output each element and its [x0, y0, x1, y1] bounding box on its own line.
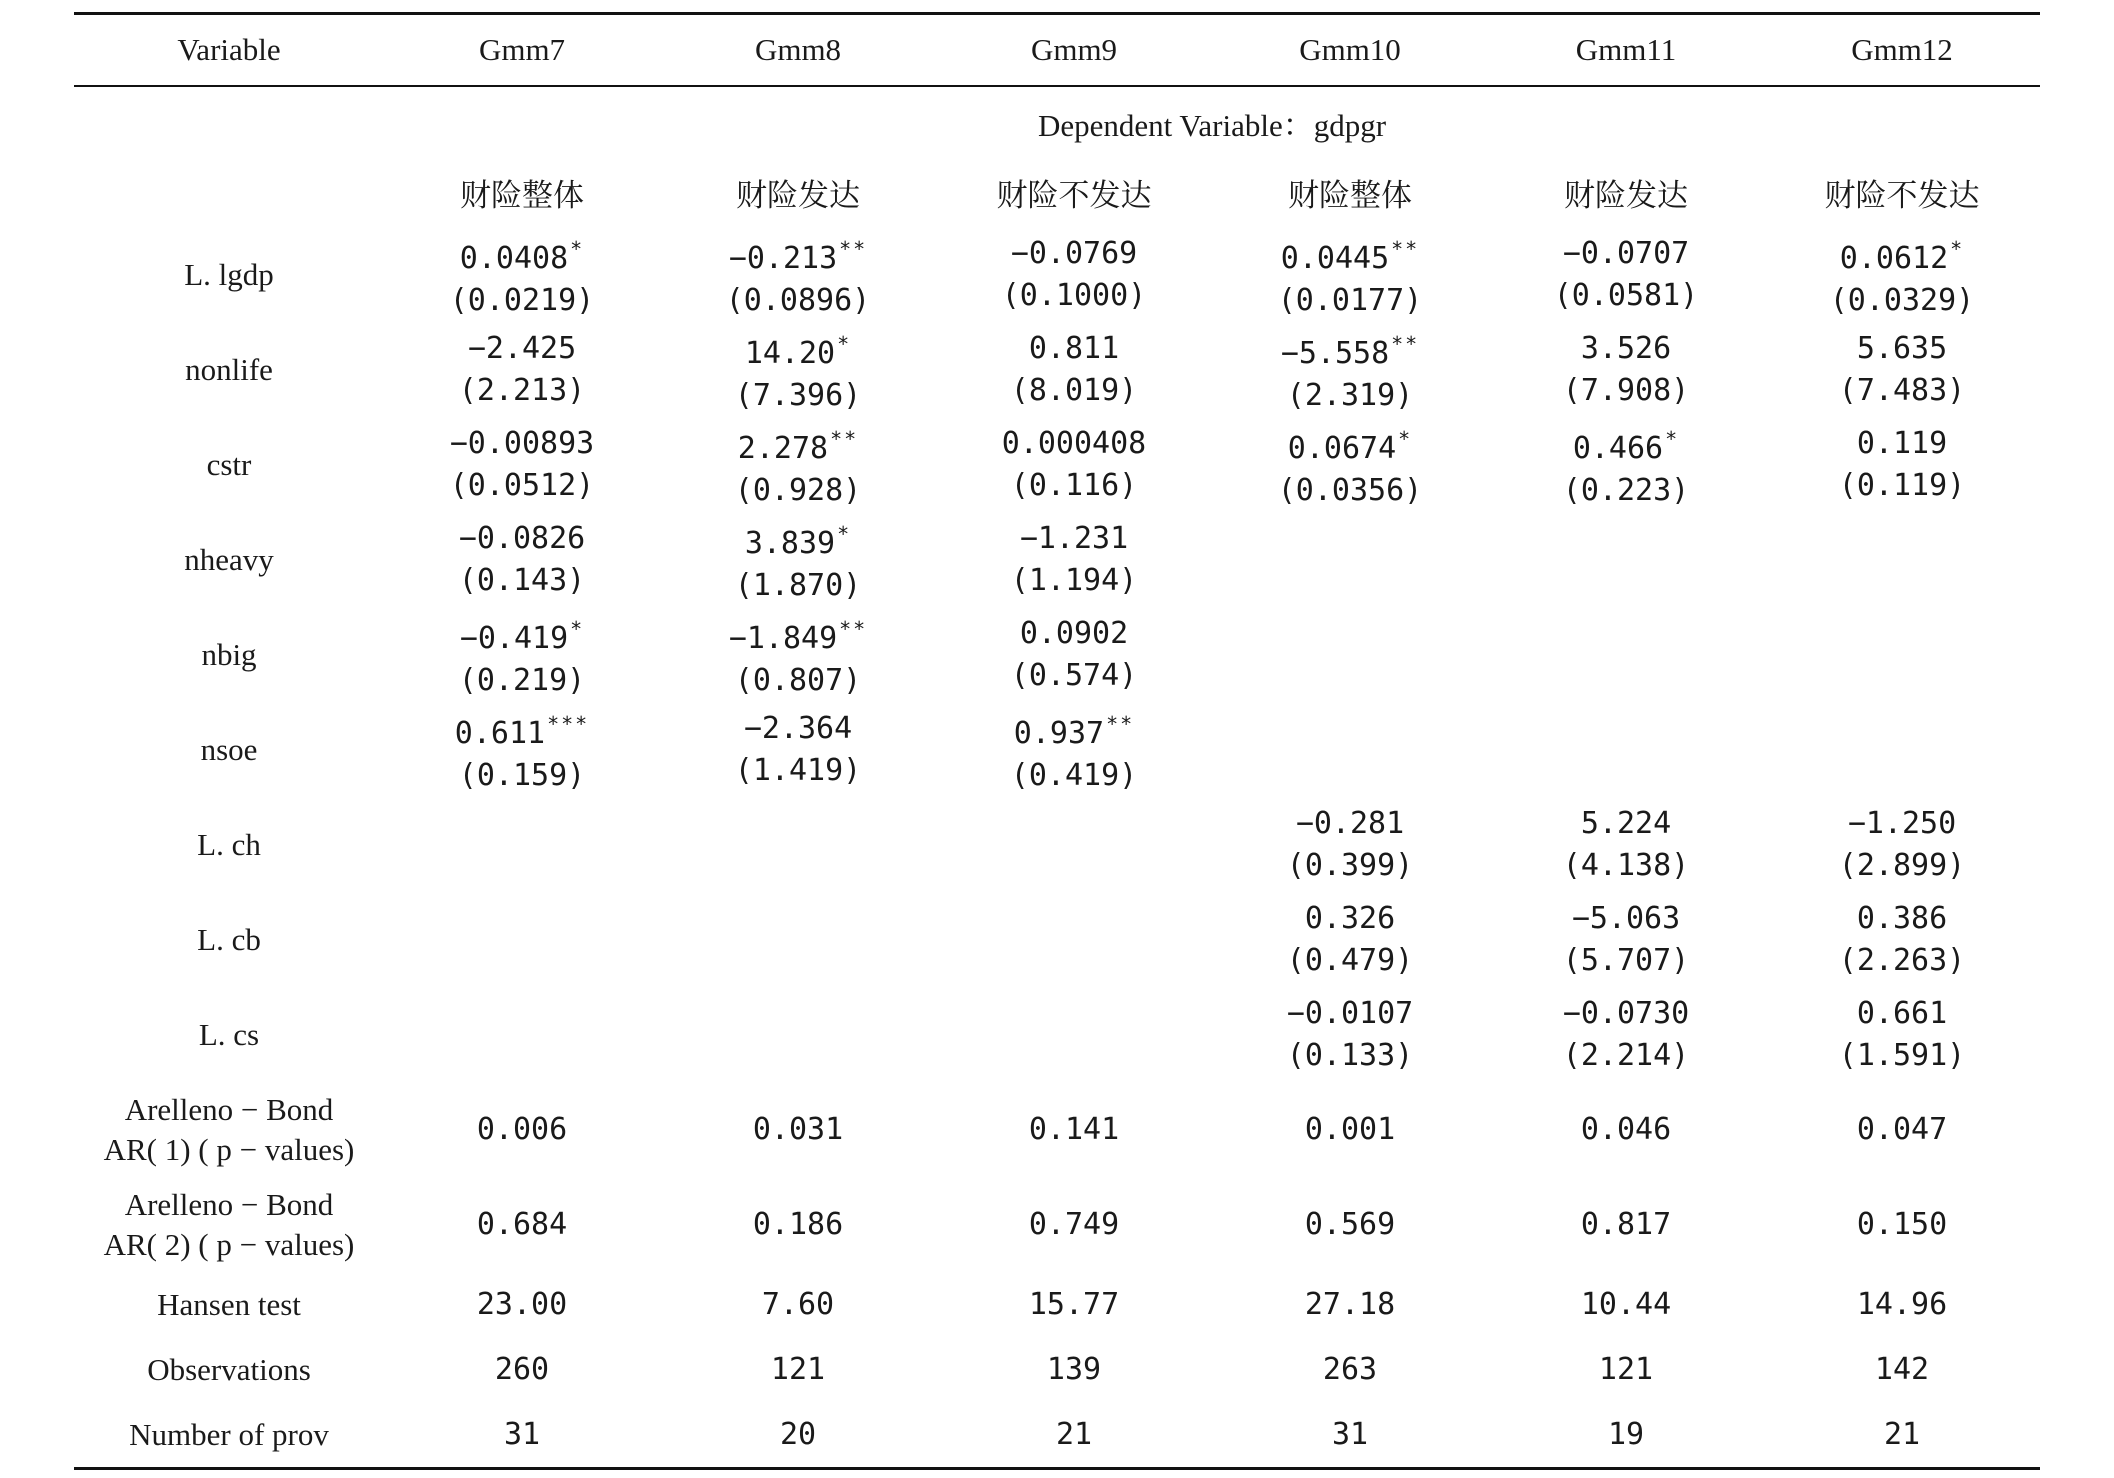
statistic-name-line: Arelleno − Bond [124, 1186, 334, 1222]
dependent-variable-row [74, 86, 2040, 157]
standard-error: (0.0219) [449, 282, 595, 318]
sample-label: 财险发达 [736, 177, 860, 214]
standard-error: (0.419) [1010, 757, 1138, 793]
statistic-row [74, 1337, 2040, 1402]
significance-stars: ** [830, 426, 859, 451]
coefficient-line [1488, 418, 1764, 470]
coefficient-value: 0.811 [1028, 330, 1120, 366]
coef-cell [1764, 227, 2040, 322]
sample-label: 财险整体 [1288, 177, 1412, 214]
statistic-value: 0.150 [1856, 1206, 1948, 1242]
variable-name: cstr [206, 446, 252, 482]
coef-cell [1488, 892, 1764, 987]
coefficient-value: −5.063 [1571, 900, 1681, 936]
significance-stars: *** [547, 711, 590, 736]
standard-error: (7.396) [734, 377, 862, 413]
coef-row [74, 322, 2040, 417]
dependent-variable-label: Dependent Variable：gdpgr [1037, 107, 1387, 143]
coefficient-line [384, 228, 660, 280]
statistic-name-line: AR( 2) ( p − values) [103, 1226, 355, 1262]
coef-row [74, 892, 2040, 987]
standard-error: (0.928) [734, 472, 862, 508]
coef-cell [660, 702, 936, 797]
statistic-value: 121 [1598, 1351, 1654, 1387]
standard-error: (1.419) [734, 752, 862, 788]
variable-name: nheavy [184, 541, 274, 577]
statistic-value: 21 [1764, 1402, 2040, 1469]
coef-cell [1764, 987, 2040, 1082]
coefficient-value: 0.0612 [1839, 240, 1949, 276]
coefficient-value: −2.364 [743, 710, 853, 746]
statistic-name-line: Observations [147, 1351, 311, 1387]
coef-cell [1212, 892, 1488, 987]
coef-cell [660, 892, 936, 987]
standard-error: (7.908) [1562, 372, 1690, 408]
standard-error: (0.0512) [449, 467, 595, 503]
coefficient-line [660, 513, 936, 565]
statistic-value: 0.001 [1304, 1111, 1396, 1147]
header-model: Gmm12 [1764, 14, 2040, 87]
standard-error: (2.213) [458, 372, 586, 408]
coef-cell [1764, 607, 2040, 702]
coef-cell [660, 797, 936, 892]
variable-name: nsoe [200, 731, 258, 767]
statistic-row [74, 1402, 2040, 1469]
coefficient-value: −0.281 [1295, 805, 1405, 841]
coef-cell [936, 797, 1212, 892]
coef-cell [1764, 797, 2040, 892]
statistic-value: 0.031 [752, 1111, 844, 1147]
significance-stars: * [837, 521, 852, 546]
header-model: Gmm8 [660, 14, 936, 87]
standard-error: (1.591) [1838, 1037, 1966, 1073]
coefficient-value: −5.558 [1280, 335, 1390, 371]
significance-stars: * [1950, 236, 1965, 261]
standard-error: (0.116) [1010, 467, 1138, 503]
statistic-value: 0.047 [1856, 1111, 1948, 1147]
header-model: Gmm11 [1488, 14, 1764, 87]
coef-row [74, 987, 2040, 1082]
coefficient-line [936, 328, 1212, 370]
statistic-value: 7.60 [761, 1286, 835, 1322]
coef-cell [384, 797, 660, 892]
coef-cell [384, 322, 660, 417]
coefficient-value: −0.0707 [1562, 235, 1690, 271]
variable-name: L. lgdp [184, 256, 274, 292]
standard-error: (0.0177) [1277, 282, 1423, 318]
coefficient-line [1488, 803, 1764, 845]
sample-label: 财险不发达 [996, 177, 1152, 214]
coefficient-line [384, 423, 660, 465]
coefficient-value: 0.000408 [1001, 425, 1147, 461]
coef-cell [1212, 227, 1488, 322]
statistic-value: 27.18 [1304, 1286, 1396, 1322]
coef-cell [936, 417, 1212, 512]
coef-cell [1488, 607, 1764, 702]
statistic-value: 0.684 [476, 1206, 568, 1242]
coef-cell [1488, 987, 1764, 1082]
coefficient-value: 0.466 [1572, 430, 1664, 466]
statistic-name [74, 1177, 384, 1272]
coefficient-value: 5.635 [1856, 330, 1948, 366]
coefficient-line [1764, 228, 2040, 280]
coefficient-line [936, 423, 1212, 465]
coef-cell [936, 892, 1212, 987]
statistic-value: 20 [660, 1402, 936, 1469]
coefficient-line [660, 228, 936, 280]
standard-error: (7.483) [1838, 372, 1966, 408]
coef-cell [1488, 227, 1764, 322]
standard-error: (2.214) [1562, 1037, 1690, 1073]
coefficient-line [660, 323, 936, 375]
coef-cell [936, 322, 1212, 417]
significance-stars: * [837, 331, 852, 356]
coef-cell [936, 987, 1212, 1082]
standard-error: (0.119) [1838, 467, 1966, 503]
coefficient-line [660, 418, 936, 470]
coefficient-value: −0.0730 [1562, 995, 1690, 1031]
statistic-value: 0.141 [1028, 1111, 1120, 1147]
coefficient-line [1764, 803, 2040, 845]
standard-error: (0.399) [1286, 847, 1414, 883]
statistic-value: 10.44 [1580, 1286, 1672, 1322]
standard-error: (5.707) [1562, 942, 1690, 978]
coefficient-value: 3.839 [744, 525, 836, 561]
statistic-value: 142 [1874, 1351, 1930, 1387]
coef-cell [660, 987, 936, 1082]
coefficient-value: 0.0902 [1019, 615, 1129, 651]
statistic-value: 19 [1488, 1402, 1764, 1469]
coefficient-value: −0.213 [728, 240, 838, 276]
coef-cell [384, 702, 660, 797]
coef-cell [660, 512, 936, 607]
coefficient-value: 2.278 [737, 430, 829, 466]
coefficient-line [1212, 803, 1488, 845]
coef-cell [1764, 512, 2040, 607]
standard-error: (0.143) [458, 562, 586, 598]
coef-row [74, 797, 2040, 892]
coef-cell [1764, 322, 2040, 417]
coef-cell [384, 417, 660, 512]
coefficient-value: −0.419 [459, 620, 569, 656]
header-variable: Variable [74, 14, 384, 87]
coef-cell [936, 512, 1212, 607]
statistic-name-line: Number of prov [129, 1416, 329, 1452]
statistic-value: 15.77 [1028, 1286, 1120, 1322]
coef-cell [1212, 322, 1488, 417]
coef-cell [1488, 417, 1764, 512]
significance-stars: ** [1391, 236, 1420, 261]
coef-cell [1764, 417, 2040, 512]
statistic-value: 21 [936, 1402, 1212, 1469]
standard-error: (0.0896) [725, 282, 871, 318]
coefficient-value: 0.937 [1013, 715, 1105, 751]
coef-cell [660, 417, 936, 512]
standard-error: (4.138) [1562, 847, 1690, 883]
coefficient-line [936, 613, 1212, 655]
standard-error: (0.479) [1286, 942, 1414, 978]
statistic-value: 121 [770, 1351, 826, 1387]
coefficient-value: 3.526 [1580, 330, 1672, 366]
statistic-row [74, 1272, 2040, 1337]
statistic-value: 0.046 [1580, 1111, 1672, 1147]
coefficient-line [1212, 898, 1488, 940]
statistic-name-line: Hansen test [157, 1286, 301, 1322]
coefficient-value: 0.326 [1304, 900, 1396, 936]
statistic-value: 260 [494, 1351, 550, 1387]
coef-cell [1212, 702, 1488, 797]
standard-error: (8.019) [1010, 372, 1138, 408]
standard-error: (0.0581) [1553, 277, 1699, 313]
coef-cell [936, 702, 1212, 797]
coefficient-value: 0.119 [1856, 425, 1948, 461]
significance-stars: ** [839, 236, 868, 261]
header-row [74, 14, 2040, 87]
standard-error: (0.0356) [1277, 472, 1423, 508]
statistic-name [74, 1402, 384, 1469]
standard-error: (1.194) [1010, 562, 1138, 598]
sample-row [74, 157, 2040, 227]
coef-row [74, 607, 2040, 702]
standard-error: (0.574) [1010, 657, 1138, 693]
coef-cell [1212, 607, 1488, 702]
significance-stars: ** [839, 616, 868, 641]
coef-cell [1212, 512, 1488, 607]
coefficient-value: 0.611 [454, 715, 546, 751]
coefficient-value: −1.250 [1847, 805, 1957, 841]
coefficient-line [384, 518, 660, 560]
coef-row [74, 417, 2040, 512]
coef-cell [1212, 797, 1488, 892]
variable-name: nonlife [185, 351, 273, 387]
coef-cell [1764, 892, 2040, 987]
sample-label: 财险发达 [1564, 177, 1688, 214]
significance-stars: ** [1106, 711, 1135, 736]
variable-name: L. ch [197, 826, 261, 862]
coefficient-value: −0.0107 [1286, 995, 1414, 1031]
statistic-value: 0.569 [1304, 1206, 1396, 1242]
sample-label: 财险整体 [460, 177, 584, 214]
coefficient-value: −0.0826 [458, 520, 586, 556]
header-model: Gmm9 [936, 14, 1212, 87]
statistic-value: 0.749 [1028, 1206, 1120, 1242]
coef-cell [384, 512, 660, 607]
coefficient-value: −1.849 [728, 620, 838, 656]
standard-error: (0.807) [734, 662, 862, 698]
coefficient-line [1212, 228, 1488, 280]
coef-row [74, 512, 2040, 607]
header-model: Gmm10 [1212, 14, 1488, 87]
coefficient-value: 0.0445 [1280, 240, 1390, 276]
variable-name: L. cs [198, 1016, 260, 1052]
statistic-value: 139 [1046, 1351, 1102, 1387]
coefficient-line [1764, 898, 2040, 940]
variable-name: L. cb [197, 921, 261, 957]
coef-cell [1212, 987, 1488, 1082]
standard-error: (0.1000) [1001, 277, 1147, 313]
coefficient-line [1488, 233, 1764, 275]
regression-table [74, 12, 2040, 1470]
coefficient-line [1764, 423, 2040, 465]
coef-cell [384, 227, 660, 322]
coef-cell [660, 322, 936, 417]
coef-cell [1488, 702, 1764, 797]
standard-error: (0.219) [458, 662, 586, 698]
coefficient-line [1212, 323, 1488, 375]
coef-cell [384, 607, 660, 702]
statistic-value: 263 [1322, 1351, 1378, 1387]
standard-error: (1.870) [734, 567, 862, 603]
coefficient-line [936, 703, 1212, 755]
statistic-value: 0.006 [476, 1111, 568, 1147]
coef-cell [1488, 512, 1764, 607]
statistic-name [74, 1272, 384, 1337]
coef-cell [1488, 797, 1764, 892]
standard-error: (0.0329) [1829, 282, 1975, 318]
coefficient-value: 0.386 [1856, 900, 1948, 936]
coefficient-value: −0.00893 [449, 425, 595, 461]
coefficient-value: 0.0408 [459, 240, 569, 276]
standard-error: (2.899) [1838, 847, 1966, 883]
coefficient-line [1764, 328, 2040, 370]
coefficient-line [384, 703, 660, 755]
statistic-value: 31 [1212, 1402, 1488, 1469]
statistic-row [74, 1177, 2040, 1272]
significance-stars: * [1665, 426, 1680, 451]
standard-error: (0.159) [458, 757, 586, 793]
statistic-name-line: Arelleno − Bond [124, 1091, 334, 1127]
statistic-value: 0.186 [752, 1206, 844, 1242]
coef-row [74, 227, 2040, 322]
coefficient-value: 0.0674 [1287, 430, 1397, 466]
variable-name: nbig [201, 636, 257, 672]
statistic-name [74, 1082, 384, 1177]
coefficient-line [936, 233, 1212, 275]
coefficient-line [384, 328, 660, 370]
significance-stars: * [1398, 426, 1413, 451]
coefficient-value: 5.224 [1580, 805, 1672, 841]
coefficient-value: −1.231 [1019, 520, 1129, 556]
statistic-name-line: AR( 1) ( p − values) [103, 1131, 355, 1167]
standard-error: (2.319) [1286, 377, 1414, 413]
coef-cell [1488, 322, 1764, 417]
coef-row [74, 702, 2040, 797]
statistic-value: 14.96 [1856, 1286, 1948, 1322]
coefficient-line [936, 518, 1212, 560]
coefficient-line [384, 608, 660, 660]
coefficient-line [1488, 328, 1764, 370]
coef-cell [936, 607, 1212, 702]
header-model: Gmm7 [384, 14, 660, 87]
coefficient-line [1488, 993, 1764, 1035]
significance-stars: ** [1391, 331, 1420, 356]
coef-cell [1764, 702, 2040, 797]
significance-stars: * [570, 616, 585, 641]
statistic-value: 0.817 [1580, 1206, 1672, 1242]
coef-cell [660, 607, 936, 702]
coefficient-value: −2.425 [467, 330, 577, 366]
coefficient-value: 14.20 [744, 335, 836, 371]
coef-cell [384, 987, 660, 1082]
statistic-row [74, 1082, 2040, 1177]
coefficient-line [1764, 993, 2040, 1035]
coef-cell [384, 892, 660, 987]
coefficient-line [660, 608, 936, 660]
coefficient-value: 0.661 [1856, 995, 1948, 1031]
statistic-value: 23.00 [476, 1286, 568, 1322]
coef-cell [660, 227, 936, 322]
coefficient-line [1212, 993, 1488, 1035]
standard-error: (2.263) [1838, 942, 1966, 978]
statistic-value: 31 [384, 1402, 660, 1469]
coefficient-line [1212, 418, 1488, 470]
coefficient-line [1488, 898, 1764, 940]
coef-cell [1212, 417, 1488, 512]
significance-stars: * [570, 236, 585, 261]
coef-cell [936, 227, 1212, 322]
sample-label: 财险不发达 [1824, 177, 1980, 214]
statistic-name [74, 1337, 384, 1402]
standard-error: (0.133) [1286, 1037, 1414, 1073]
standard-error: (0.223) [1562, 472, 1690, 508]
coefficient-line [660, 708, 936, 750]
coefficient-value: −0.0769 [1010, 235, 1138, 271]
